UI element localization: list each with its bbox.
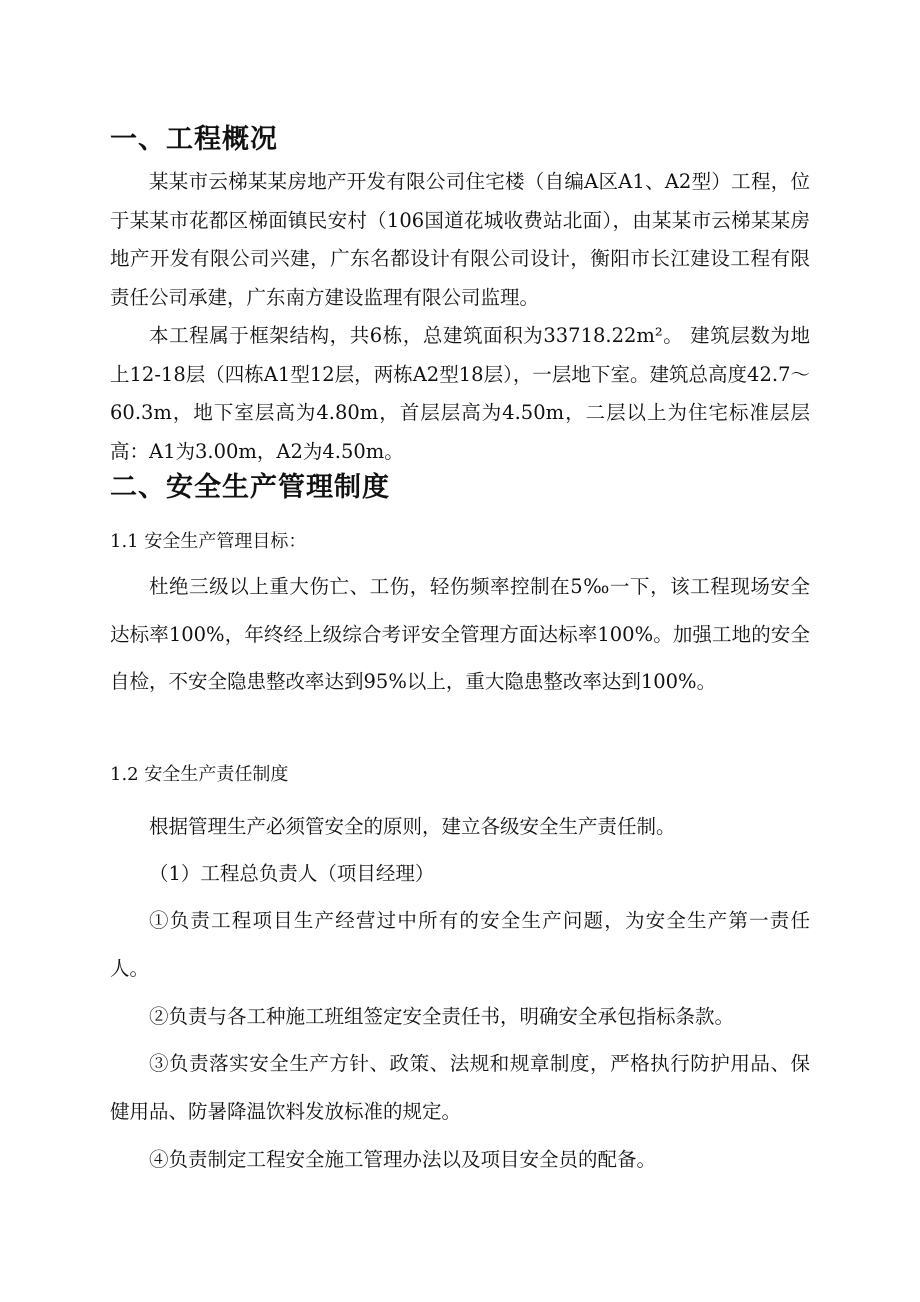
responsibility-intro: 根据管理生产必须管安全的原则，建立各级安全生产责任制。	[149, 815, 676, 838]
responsibility-item-1: ①负责工程项目生产经营过中所有的安全生产问题，为安全生产第一责任人。	[110, 909, 810, 980]
responsibility-item-4: ④负责制定工程安全施工管理办法以及项目安全员的配备。	[149, 1148, 657, 1171]
subsection-title-goal: 1.1 安全生产管理目标：	[110, 531, 307, 552]
responsibility-item-3: ③负责落实安全生产方针、政策、法规和规章制度，严格执行防护用品、保健用品、防暑降温饮料发放标准的规定。	[110, 1052, 810, 1123]
goal-paragraph: 杜绝三级以上重大伤亡、工伤，轻伤频率控制在5‰一下，该工程现场安全达标率100%，年终经上级综合考评安全管理方面达标率100%。加强工地的安全自检，不安全隐患整改率达到95%以上，重大隐患整改率达到100%。	[110, 575, 810, 693]
subsection-title-responsibility: 1.2 安全生产责任制度	[110, 764, 289, 785]
section-title-overview: 一、工程概况	[110, 124, 278, 155]
overview-paragraph-1: 某某市云梯某某房地产开发有限公司住宅楼（自编A区A1、A2型）工程，位于某某市花都区梯面镇民安村（106国道花城收费站北面），由某某市云梯某某房地产开发有限公司兴建，广东名都设计有限公司设计，衡阳市长江建设工程有限责任公司承建，广东南方建设监理有限公司监理。	[110, 170, 810, 309]
responsibility-item-2: ②负责与各工种施工班组签定安全责任书，明确安全承包指标条款。	[149, 1005, 735, 1028]
responsibility-item-title: （1）工程总负责人（项目经理）	[149, 862, 435, 885]
overview-paragraph-2: 本工程属于框架结构，共6栋，总建筑面积为33718.22m²。 建筑层数为地上12-18层（四栋A1型12层，两栋A2型18层），一层地下室。建筑总高度42.7～60.3m，地下室层高为4.80m，首层层高为4.50m，二层以上为住宅标准层层高：A1为3.00m，A2为4.50m。	[110, 324, 810, 463]
section-title-safety: 二、安全生产管理制度	[110, 472, 390, 503]
